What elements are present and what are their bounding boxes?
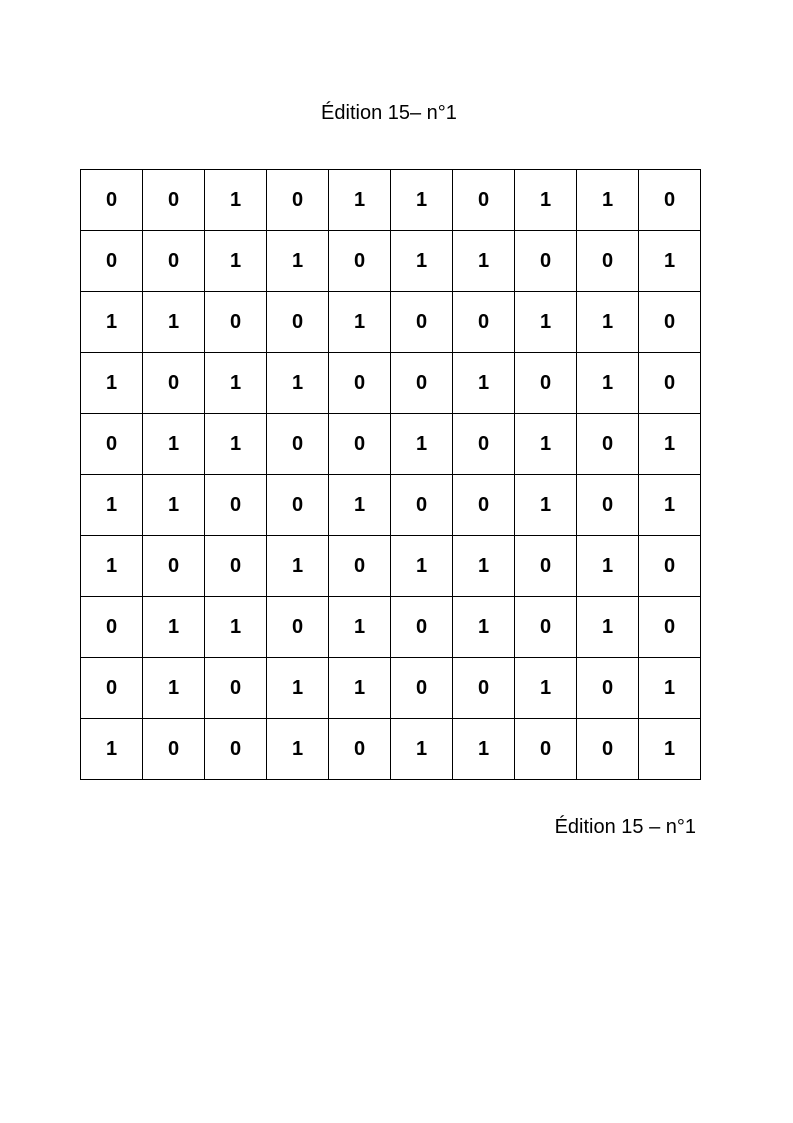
grid-cell: 0 [577, 475, 639, 536]
grid-cell: 1 [453, 231, 515, 292]
grid-cell: 1 [453, 719, 515, 780]
grid-cell: 0 [639, 292, 701, 353]
grid-row [81, 536, 701, 597]
grid-cell: 0 [391, 658, 453, 719]
grid-cell: 0 [205, 292, 267, 353]
grid-cell: 0 [205, 536, 267, 597]
grid-cell: 1 [391, 231, 453, 292]
grid-cell: 0 [453, 658, 515, 719]
grid-cell: 1 [267, 231, 329, 292]
grid-cell: 0 [205, 475, 267, 536]
grid-cell: 1 [391, 414, 453, 475]
grid-cell: 0 [515, 597, 577, 658]
grid-cell: 1 [391, 719, 453, 780]
grid-cell: 0 [639, 353, 701, 414]
grid-cell: 0 [143, 231, 205, 292]
grid-cell: 1 [329, 597, 391, 658]
grid-cell: 1 [143, 292, 205, 353]
grid-cell: 0 [453, 414, 515, 475]
grid-cell: 0 [143, 719, 205, 780]
grid-row [81, 292, 701, 353]
grid-cell: 1 [515, 475, 577, 536]
grid-row [81, 231, 701, 292]
grid-cell: 0 [267, 597, 329, 658]
grid-cell: 0 [515, 231, 577, 292]
grid-cell: 0 [143, 353, 205, 414]
grid-cell: 1 [267, 658, 329, 719]
grid-cell: 1 [329, 658, 391, 719]
grid-cell: 1 [205, 597, 267, 658]
grid-cell: 1 [205, 231, 267, 292]
grid-cell: 1 [453, 597, 515, 658]
grid-cell: 0 [515, 353, 577, 414]
grid-cell: 1 [143, 414, 205, 475]
grid-cell: 1 [577, 353, 639, 414]
grid-cell: 1 [205, 414, 267, 475]
grid-cell: 0 [205, 719, 267, 780]
grid-cell: 0 [639, 170, 701, 231]
grid-cell: 1 [81, 353, 143, 414]
grid-cell: 0 [515, 719, 577, 780]
grid-cell: 1 [267, 353, 329, 414]
binary-grid [80, 169, 701, 780]
grid-cell: 1 [515, 658, 577, 719]
grid-cell: 0 [267, 292, 329, 353]
grid-cell: 1 [81, 719, 143, 780]
grid-cell: 1 [143, 475, 205, 536]
grid-cell: 1 [81, 536, 143, 597]
grid-cell: 0 [143, 170, 205, 231]
grid-cell: 1 [639, 475, 701, 536]
grid-cell: 0 [453, 475, 515, 536]
grid-row [81, 475, 701, 536]
page-title: Édition 15– n°1 [321, 102, 457, 124]
grid-cell: 0 [81, 597, 143, 658]
grid-cell: 1 [639, 658, 701, 719]
grid-row [81, 597, 701, 658]
grid-cell: 0 [329, 536, 391, 597]
grid-cell: 1 [639, 719, 701, 780]
grid-cell: 0 [577, 658, 639, 719]
grid-cell: 0 [515, 536, 577, 597]
grid-cell: 1 [515, 170, 577, 231]
grid-cell: 0 [81, 170, 143, 231]
page-footer-label: Édition 15 – n°1 [554, 816, 696, 838]
grid-cell: 0 [329, 231, 391, 292]
grid-cell: 0 [577, 414, 639, 475]
grid-cell: 1 [329, 292, 391, 353]
grid-row [81, 170, 701, 231]
grid-cell: 1 [577, 536, 639, 597]
grid-row [81, 658, 701, 719]
grid-cell: 1 [391, 170, 453, 231]
grid-row [81, 414, 701, 475]
grid-cell: 0 [577, 719, 639, 780]
grid-cell: 1 [577, 597, 639, 658]
grid-cell: 0 [391, 475, 453, 536]
grid-cell: 1 [81, 475, 143, 536]
grid-cell: 0 [267, 475, 329, 536]
grid-cell: 1 [639, 414, 701, 475]
grid-row [81, 353, 701, 414]
grid-cell: 0 [639, 597, 701, 658]
grid-cell: 1 [453, 353, 515, 414]
grid-cell: 0 [205, 658, 267, 719]
grid-cell: 0 [267, 170, 329, 231]
grid-cell: 1 [329, 170, 391, 231]
grid-cell: 0 [143, 536, 205, 597]
grid-cell: 0 [329, 414, 391, 475]
grid-row [81, 719, 701, 780]
grid-body [81, 170, 701, 780]
grid-cell: 0 [329, 353, 391, 414]
grid-cell: 1 [81, 292, 143, 353]
grid-cell: 0 [81, 414, 143, 475]
grid-cell: 1 [577, 170, 639, 231]
grid-cell: 1 [515, 292, 577, 353]
grid-cell: 0 [453, 170, 515, 231]
grid-cell: 0 [391, 597, 453, 658]
grid-cell: 1 [639, 231, 701, 292]
grid-cell: 0 [577, 231, 639, 292]
grid-cell: 0 [329, 719, 391, 780]
grid-cell: 1 [453, 536, 515, 597]
grid-cell: 1 [267, 536, 329, 597]
grid-cell: 1 [205, 353, 267, 414]
grid-cell: 0 [81, 231, 143, 292]
grid-cell: 0 [391, 292, 453, 353]
grid-cell: 0 [81, 658, 143, 719]
grid-cell: 1 [329, 475, 391, 536]
grid-cell: 0 [453, 292, 515, 353]
grid-cell: 1 [391, 536, 453, 597]
grid-cell: 0 [639, 536, 701, 597]
grid-cell: 1 [143, 597, 205, 658]
grid-cell: 1 [205, 170, 267, 231]
grid-cell: 1 [577, 292, 639, 353]
grid-cell: 0 [391, 353, 453, 414]
grid-cell: 1 [515, 414, 577, 475]
grid-cell: 1 [143, 658, 205, 719]
grid-cell: 0 [267, 414, 329, 475]
grid-cell: 1 [267, 719, 329, 780]
